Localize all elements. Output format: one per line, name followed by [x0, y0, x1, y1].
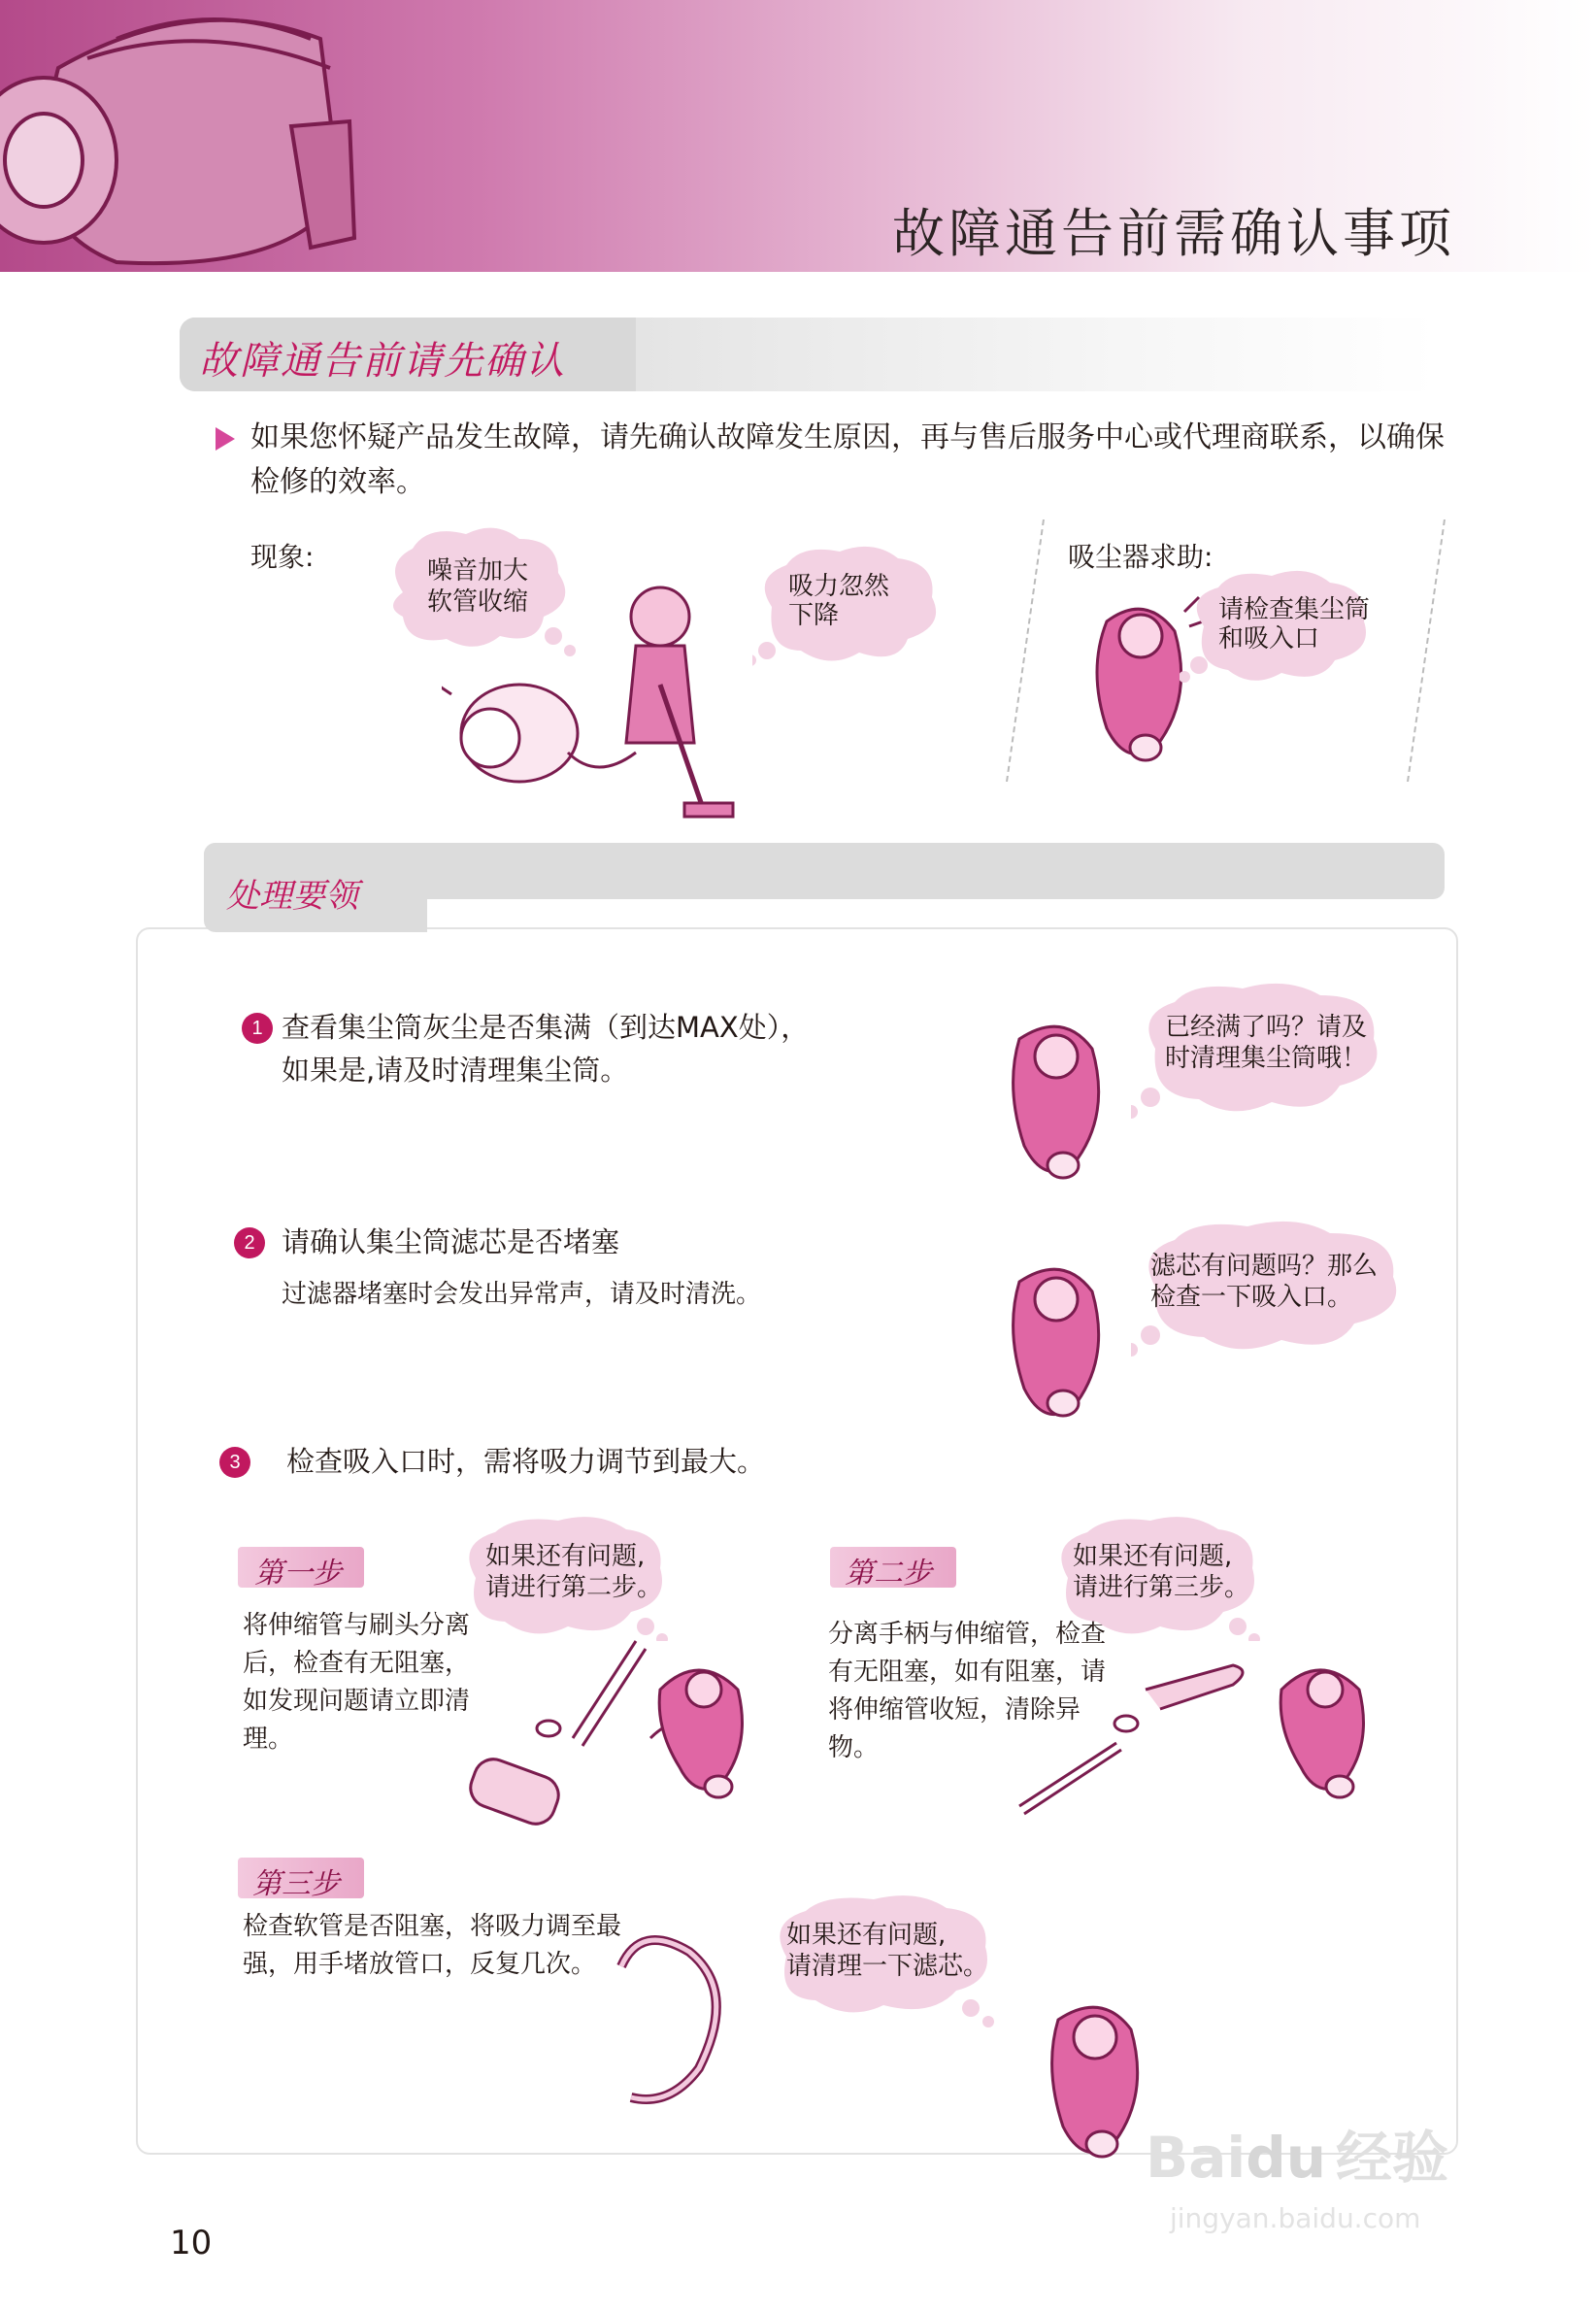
woman-vacuuming-illustration	[442, 578, 762, 821]
step-number-badge: 1	[242, 1013, 273, 1044]
bubble-text: 和吸入口	[1218, 624, 1320, 653]
phenomenon-label: 现象:	[250, 541, 315, 573]
bubble-text: 软管收缩	[427, 587, 529, 617]
bubble-text: 请清理一下滤芯。	[786, 1952, 989, 1981]
help-label: 吸尘器求助:	[1068, 541, 1214, 573]
watermark-url: jingyan.baidu.com	[1170, 2202, 1421, 2234]
step-text: 查看集尘筒灰尘是否集满（到达MAX处），	[282, 1011, 810, 1044]
bubble-text: 请检查集尘筒	[1218, 595, 1371, 624]
section-title: 处理要领	[226, 877, 358, 916]
handle-and-pipe-illustration	[1010, 1631, 1398, 1826]
bubble-text: 请进行第二步。	[485, 1573, 663, 1602]
step-number-badge: 3	[219, 1447, 250, 1478]
intro-paragraph: 如果您怀疑产品发生故障，请先确认故障发生原因，再与售后服务中心或代理商联系，以确保检修的效率。	[250, 420, 1445, 499]
page-title: 故障通告前需确认事项	[892, 203, 1455, 264]
dashed-divider	[1006, 519, 1047, 782]
pipe-and-brush-illustration	[456, 1631, 777, 1855]
page-number: 10	[170, 2224, 213, 2262]
speech-bubble-cloud	[752, 544, 947, 670]
bubble-text: 如果还有问题,	[485, 1542, 646, 1571]
bubble-text: 如果还有问题,	[1073, 1542, 1233, 1571]
step-badge-label: 第一步	[254, 1557, 342, 1591]
bubble-text: 下降	[788, 601, 840, 630]
watermark-cn: 经验	[1336, 2125, 1449, 2191]
mascot-character	[971, 1243, 1146, 1437]
bubble-text: 如果还有问题,	[786, 1921, 947, 1950]
mascot-character	[971, 1000, 1146, 1194]
bubble-text: 滤芯有问题吗？那么	[1150, 1252, 1379, 1281]
step-description: 检查软管是否阻塞，将吸力调至最强，用手堵放管口，反复几次。	[243, 1912, 622, 1979]
step-badge-label: 第二步	[845, 1557, 932, 1591]
step-badge-label: 第三步	[252, 1867, 340, 1901]
step-subtext: 过滤器堵塞时会发出异常声，请及时清洗。	[282, 1280, 762, 1309]
triangle-bullet-icon	[216, 427, 235, 451]
bubble-text: 已经满了吗？请及	[1165, 1013, 1368, 1042]
step-number-badge: 2	[234, 1227, 265, 1258]
bubble-text: 请进行第三步。	[1073, 1573, 1250, 1602]
step-text: 请确认集尘筒滤芯是否堵塞	[282, 1225, 620, 1258]
bubble-text: 检查一下吸入口。	[1150, 1283, 1353, 1312]
section-title: 故障通告前请先确认	[199, 339, 566, 384]
watermark-brand: Bai	[1146, 2125, 1247, 2191]
watermark-brand-2: du	[1246, 2125, 1327, 2191]
bubble-text: 时清理集尘筒哦！	[1165, 1044, 1368, 1073]
step-text: 检查吸入口时，需将吸力调节到最大。	[286, 1445, 766, 1478]
bubble-text: 噪音加大	[427, 556, 529, 586]
step-description: 分离手柄与伸缩管，检查有无阻塞，如有阻塞，请将伸缩管收短，清除异物。	[828, 1620, 1107, 1762]
vacuum-cleaner-illustration	[0, 0, 388, 272]
hose-illustration	[612, 1923, 748, 2117]
dashed-divider	[1407, 519, 1447, 782]
baidu-watermark	[1146, 2112, 1448, 2194]
page-header-banner	[0, 0, 1596, 272]
bubble-text: 吸力忽然	[788, 572, 890, 601]
step-text: 如果是,请及时清理集尘筒。	[282, 1054, 629, 1087]
step-description: 将伸缩管与刷头分离后，检查有无阻塞，如发现问题请立即清理。	[243, 1611, 471, 1754]
